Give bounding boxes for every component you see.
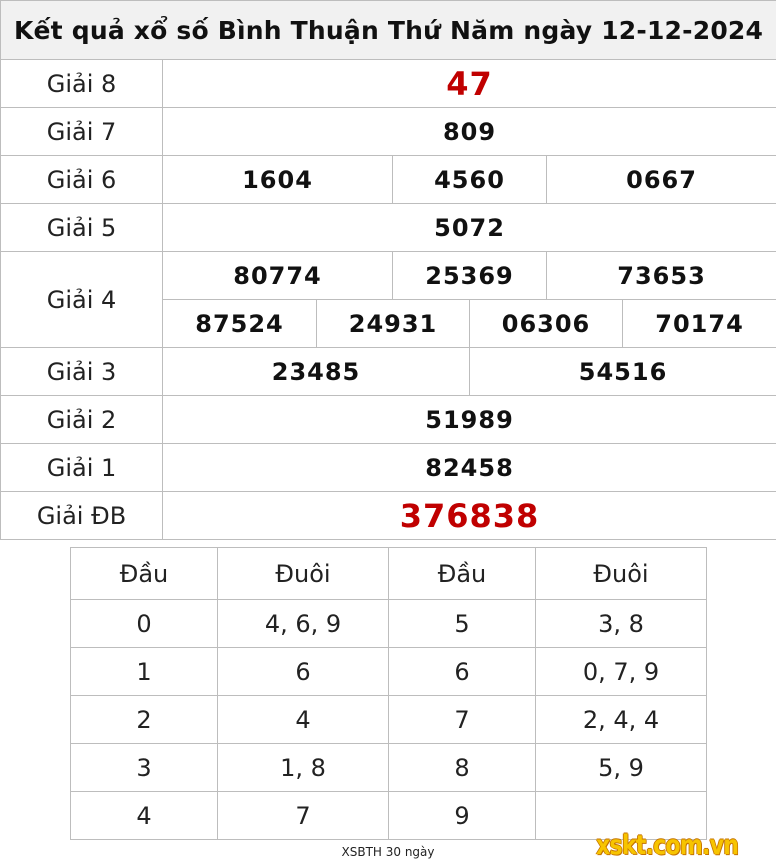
prize-row-3 [1,348,776,396]
loto-cell: 3, 8 [536,600,707,648]
prize-row-6 [1,156,776,204]
prize-number: 25369 [393,252,547,300]
loto-cell: 5, 9 [536,744,707,792]
loto-cell: 0 [71,600,218,648]
prize-label: Giải 8 [1,60,163,108]
loto-cell: 2, 4, 4 [536,696,707,744]
prize-label: Giải 2 [1,396,163,444]
loto-cell: 7 [218,792,389,840]
prize-number: 51989 [163,396,776,444]
prize-number: 23485 [163,348,470,396]
loto-header: Đầu [389,548,536,600]
loto-table [70,547,707,840]
loto-cell: 1 [71,648,218,696]
prize-label: Giải 5 [1,204,163,252]
loto-cell: 5 [389,600,536,648]
prize-number: 87524 [163,300,317,348]
prize-label: Giải 7 [1,108,163,156]
prize-row-4 [1,252,776,300]
loto-cell: 4, 6, 9 [218,600,389,648]
prize-number: 809 [163,108,776,156]
prize-number: 70174 [623,300,776,348]
loto-row [71,696,707,744]
prize-number: 80774 [163,252,393,300]
loto-cell: 8 [389,744,536,792]
loto-row [71,744,707,792]
prize-row-8 [1,60,776,108]
prize-number: 54516 [470,348,776,396]
loto-cell: 0, 7, 9 [536,648,707,696]
loto-header-row [71,548,707,600]
prize-number: 47 [163,60,776,108]
loto-header: Đuôi [218,548,389,600]
prize-label: Giải 6 [1,156,163,204]
prize-number: 5072 [163,204,776,252]
prize-number: 06306 [470,300,623,348]
prize-row-7 [1,108,776,156]
prize-number: 1604 [163,156,393,204]
loto-cell: 1, 8 [218,744,389,792]
loto-cell: 7 [389,696,536,744]
loto-row [71,600,707,648]
prize-label: Giải 3 [1,348,163,396]
loto-cell: 6 [218,648,389,696]
loto-cell: 4 [71,792,218,840]
page-title: Kết quả xổ số Bình Thuận Thứ Năm ngày 12-12-2024 [1,1,776,60]
loto-cell: 9 [389,792,536,840]
prize-number: 82458 [163,444,776,492]
prize-label: Giải 1 [1,444,163,492]
special-prize-number: 376838 [163,492,776,540]
prize-number: 73653 [547,252,776,300]
prize-label: Giải 4 [1,252,163,348]
loto-cell: 2 [71,696,218,744]
prize-number: 4560 [393,156,547,204]
prize-row-1 [1,444,776,492]
loto-cell: 6 [389,648,536,696]
loto-row [71,648,707,696]
prize-number: 0667 [547,156,776,204]
prize-row-2 [1,396,776,444]
prize-row-5 [1,204,776,252]
caption: XSBTH 30 ngày [341,845,435,859]
watermark-logo: xskt.com.vn [596,830,739,861]
loto-cell: 3 [71,744,218,792]
prize-number: 24931 [317,300,470,348]
prize-label: Giải ĐB [1,492,163,540]
loto-header: Đầu [71,548,218,600]
loto-header: Đuôi [536,548,707,600]
loto-cell: 4 [218,696,389,744]
prize-row-special [1,492,776,540]
